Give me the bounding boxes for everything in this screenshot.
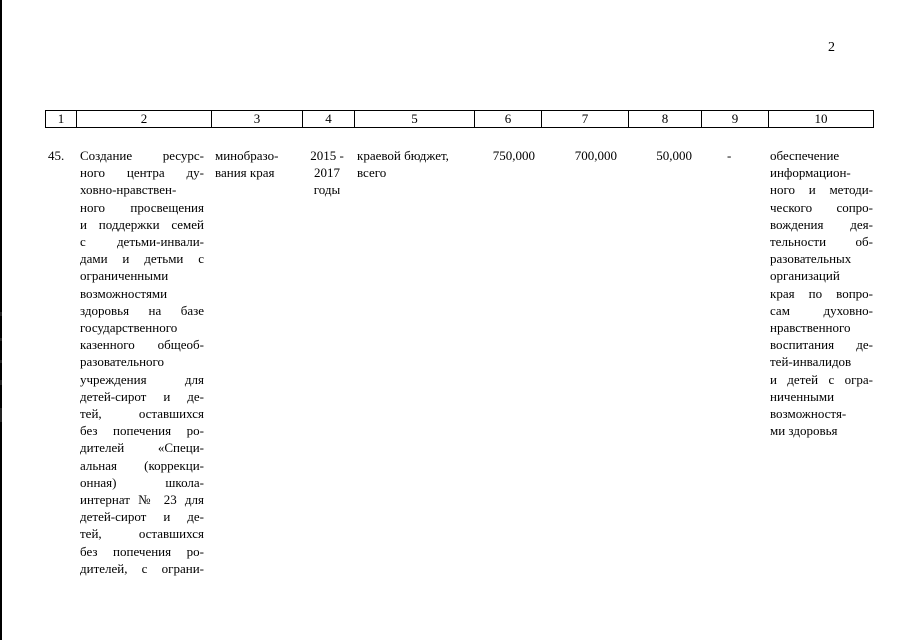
header-col-2: 2 — [77, 111, 212, 128]
amount-col-8: 50,000 — [656, 148, 692, 163]
measure-name-line: ного центра ду- — [80, 165, 204, 181]
measure-name-line: возможностями — [80, 285, 168, 301]
result-line: края по вопро- — [770, 285, 873, 301]
header-col-6: 6 — [475, 111, 542, 128]
measure-name-line: учреждения для — [80, 371, 204, 387]
executor-line: вания края — [215, 165, 275, 181]
measure-name-line: тей, оставшихся — [80, 406, 204, 422]
result-line: ного и методи- — [770, 182, 873, 198]
measure-name-line: детей-сирот и де- — [80, 509, 204, 525]
result-line: организаций — [770, 268, 840, 284]
total-amount: 750,000 — [492, 148, 535, 163]
period-line: 2017 — [314, 165, 340, 181]
column-number-header — [45, 110, 874, 128]
measure-name-line: онная) школа- — [80, 474, 204, 490]
executor-line: минобразо- — [215, 148, 279, 163]
page-number: 2 — [828, 40, 835, 55]
header-col-10: 10 — [769, 111, 874, 128]
funding-source-line: краевой бюджет, — [357, 148, 449, 163]
result-line: ниченными — [770, 388, 835, 404]
header-col-5: 5 — [355, 111, 475, 128]
measure-name-line: дителей «Специ- — [80, 440, 204, 456]
measure-name-line: тей, оставшихся — [80, 526, 204, 542]
header-col-9: 9 — [702, 111, 769, 128]
result-line: нравственного — [770, 320, 851, 336]
measure-name-line: ного просвещения — [80, 199, 204, 215]
measure-name-line: без попечения ро- — [80, 543, 204, 559]
measure-name-line: казенного общеоб- — [80, 337, 204, 353]
measure-name-line: государственного — [80, 320, 178, 336]
result-line: информацион- — [770, 165, 851, 181]
measure-name-line: Создание ресурс- — [80, 148, 204, 163]
header-col-1: 1 — [46, 111, 77, 128]
measure-name-line: здоровья на базе — [80, 302, 204, 318]
funding-source — [357, 147, 472, 181]
row-number: 45. — [48, 148, 65, 163]
result-line: воспитания де- — [770, 337, 873, 353]
result-line: вождения дея- — [770, 216, 873, 232]
scan-edge-line — [0, 0, 2, 640]
period-line: годы — [313, 182, 341, 198]
header-col-3: 3 — [212, 111, 303, 128]
measure-name-line: детей-сирот и де- — [80, 388, 204, 404]
amount-col-7: 700,000 — [574, 148, 617, 163]
measure-name-line: разовательного — [80, 354, 165, 370]
scan-speck — [0, 360, 2, 363]
result-line: ми здоровья — [770, 423, 838, 439]
header-col-8: 8 — [629, 111, 702, 128]
expected-result — [770, 147, 873, 439]
measure-name-line: дами и детьми с — [80, 251, 204, 267]
measure-name-line: и поддержки семей — [80, 216, 204, 232]
scan-speck — [0, 380, 2, 385]
scan-speck — [0, 338, 2, 341]
result-line: тей-инвалидов — [770, 354, 852, 370]
measure-name-line: без попечения ро- — [80, 423, 204, 439]
result-line: ческого сопро- — [770, 199, 873, 215]
measure-name — [80, 147, 204, 577]
header-col-4: 4 — [303, 111, 355, 128]
measure-name-line: с детьми-инвали- — [80, 234, 204, 250]
result-line: разовательных — [770, 251, 852, 267]
header-col-7: 7 — [542, 111, 629, 128]
result-line: обеспечение — [770, 148, 840, 163]
scan-speck — [0, 408, 2, 422]
result-line: тельности об- — [770, 234, 873, 250]
period-line: 2015 - — [310, 148, 344, 163]
measure-name-line: ховно-нравствен- — [80, 182, 177, 198]
measure-name-line: дителей, с ограни- — [80, 560, 204, 576]
result-line: сам духовно- — [770, 302, 873, 318]
period — [304, 147, 350, 199]
executor — [215, 147, 291, 181]
scan-speck — [0, 312, 2, 316]
measure-name-line: интернат № 23 для — [80, 492, 204, 508]
measure-name-line: альная (коррекци- — [80, 457, 204, 473]
funding-source-line: всего — [357, 165, 387, 181]
measure-name-line: ограниченными — [80, 268, 169, 284]
result-line: и детей с огра- — [770, 371, 873, 387]
amount-col-9: - — [727, 148, 732, 163]
result-line: возможностя- — [770, 406, 847, 422]
